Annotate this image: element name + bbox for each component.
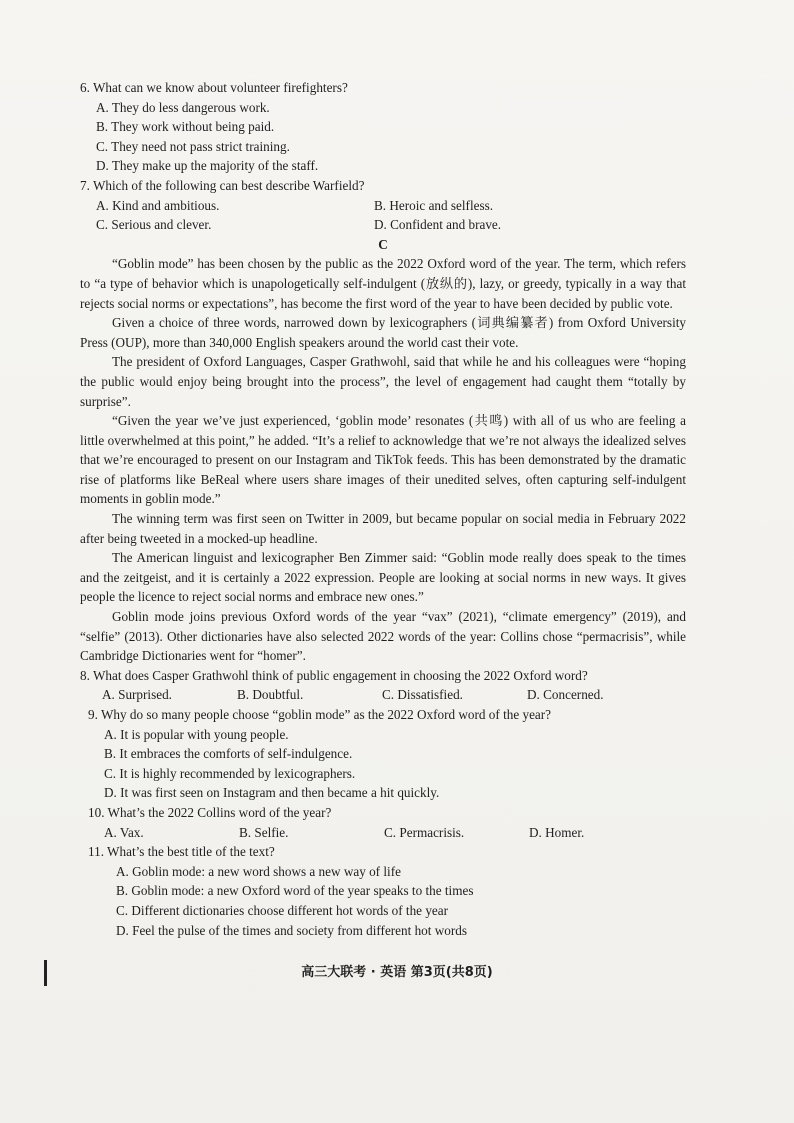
question-7-option-d: D. Confident and brave. — [374, 217, 502, 233]
question-10-option-b: B. Selfie. — [239, 824, 289, 840]
question-11-option-b: B. Goblin mode: a new Oxford word of the year speaks to the times — [116, 883, 474, 899]
question-8-stem: 8. What does Casper Grathwohl think of public engagement in choosing the 2022 Oxford word? — [80, 667, 588, 683]
question-8-option-d: D. Concerned. — [527, 687, 604, 703]
question-11-stem: 11. What’s the best title of the text? — [88, 844, 275, 860]
passage-paragraph-1: “Goblin mode” has been chosen by the public as the 2022 Oxford word of the year. The term, which refers to “a type of behavior which is unapologetically self-indulgent (放纵的), lazy, or greedy, typically in a way that rejects social norms or expectations”, has become the first word of the year to have been decided by public vote. — [80, 256, 686, 311]
passage-paragraph-7: Goblin mode joins previous Oxford words of the year “vax” (2021), “climate emergency” (2019), and “selfie” (2013). Other dictionaries have also selected 2022 words of the year: Collins chose “permacrisis”, while Cambridge Dictionaries went for “homer”. — [80, 609, 686, 664]
question-11-option-d: D. Feel the pulse of the times and society from different hot words — [116, 922, 467, 938]
question-8-option-a: A. Surprised. — [102, 687, 172, 703]
question-9-option-d: D. It was first seen on Instagram and then became a hit quickly. — [104, 785, 440, 801]
question-6-option-a: A. They do less dangerous work. — [96, 99, 270, 115]
section-label: C — [378, 236, 388, 252]
question-10-option-d: D. Homer. — [529, 824, 585, 840]
passage-paragraph-6: The American linguist and lexicographer Ben Zimmer said: “Goblin mode really does speak to the times and the zeitgeist, and it is certainly a 2022 expression. People are looking at social norms in new ways. It gives people the licence to reject social norms and embrace new ones.” — [80, 550, 686, 605]
page-content — [80, 78, 686, 940]
question-10-options — [104, 823, 686, 843]
question-7-option-a: A. Kind and ambitious. — [96, 197, 220, 213]
page-footer: 高三大联考 · 英语 第3页(共8页) — [301, 965, 493, 980]
passage-paragraph-2: Given a choice of three words, narrowed down by lexicographers (词典编纂者) from Oxford University Press (OUP), more than 340,000 English speakers around the world cast their vote. — [80, 315, 686, 350]
question-8-option-b: B. Doubtful. — [237, 687, 304, 703]
question-7-option-c: C. Serious and clever. — [96, 217, 212, 233]
question-10-option-c: C. Permacrisis. — [384, 824, 465, 840]
question-9-option-b: B. It embraces the comforts of self-indulgence. — [104, 746, 353, 762]
passage-paragraph-4: “Given the year we’ve just experienced, ‘goblin mode’ resonates (共鸣) with all of us who are feeling a little overwhelmed at this point,” he added. “It’s a relief to acknowledge that we’re not always the idealized selves that we’re encouraged to present on our Instagram and TikTok feeds. This has been demonstrated by the dramatic rise of platforms like BeReal where users share images of their unedited selves, often capturing self-indulgent moments in goblin mode.” — [80, 413, 686, 507]
question-11-option-a: A. Goblin mode: a new word shows a new way of life — [116, 863, 401, 879]
question-7-options — [96, 196, 686, 235]
passage-paragraph-5: The winning term was first seen on Twitter in 2009, but became popular on social media in February 2022 after being tweeted in a mocked-up headline. — [80, 511, 686, 546]
question-10-stem: 10. What’s the 2022 Collins word of the year? — [88, 804, 332, 820]
question-6-option-c: C. They need not pass strict training. — [96, 138, 290, 154]
question-6-option-b: B. They work without being paid. — [96, 119, 275, 135]
question-11-option-c: C. Different dictionaries choose different hot words of the year — [116, 902, 449, 918]
question-8-option-c: C. Dissatisfied. — [382, 687, 463, 703]
question-7-stem: 7. Which of the following can best describe Warfield? — [80, 177, 365, 193]
question-9-option-a: A. It is popular with young people. — [104, 726, 289, 742]
question-10-option-a: A. Vax. — [104, 824, 144, 840]
question-9-option-c: C. It is highly recommended by lexicographers. — [104, 765, 356, 781]
question-7-option-b: B. Heroic and selfless. — [374, 197, 494, 213]
question-6-stem: 6. What can we know about volunteer firefighters? — [80, 80, 348, 95]
question-6-option-d: D. They make up the majority of the staff. — [96, 158, 319, 174]
passage-paragraph-3: The president of Oxford Languages, Casper Grathwohl, said that while he and his colleagues were “hoping the public would enjoy being brought into the process”, the level of engagement had caught them “totally by surprise”. — [80, 354, 686, 409]
question-9-stem: 9. Why do so many people choose “goblin mode” as the 2022 Oxford word of the year? — [88, 707, 552, 722]
question-8-options — [102, 685, 686, 705]
